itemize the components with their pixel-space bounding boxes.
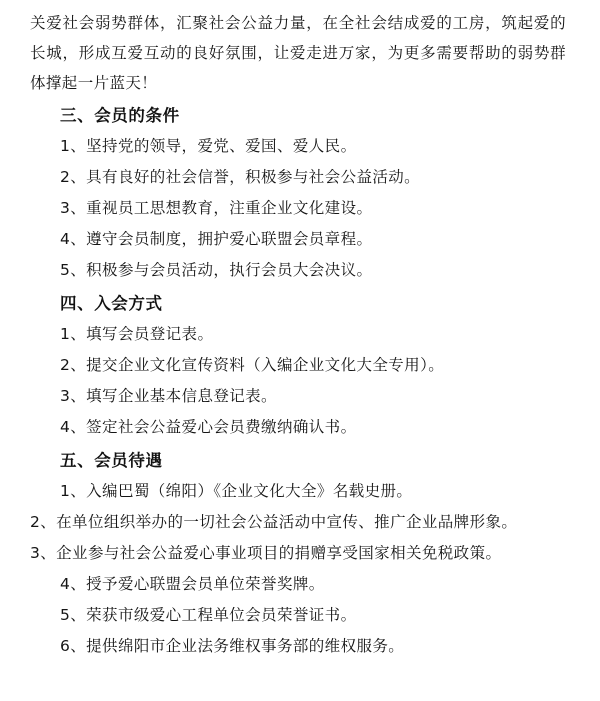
list-item-text: 2、在单位组织举办的一切社会公益活动中宣传、推广企业品牌形象。	[30, 513, 518, 531]
list-item: 4、遵守会员制度，拥护爱心联盟会员章程。	[60, 230, 373, 248]
list-item: 2、具有良好的社会信誉，积极参与社会公益活动。	[60, 168, 421, 186]
list-item	[30, 538, 566, 569]
section-member-benefits	[30, 445, 566, 662]
list-item: 3、重视员工思想教育，注重企业文化建设。	[60, 199, 373, 217]
list-item	[30, 507, 566, 538]
list-item: 1、填写会员登记表。	[60, 325, 214, 343]
section-heading: 五、会员待遇	[60, 451, 163, 470]
list-item: 2、提交企业文化宣传资料（入编企业文化大全专用）。	[60, 356, 445, 374]
list-item-text: 3、企业参与社会公益爱心事业项目的捐赠享受国家相关免税政策。	[30, 544, 502, 562]
list-item: 4、签定社会公益爱心会员费缴纳确认书。	[60, 418, 357, 436]
list-item: 1、入编巴蜀（绵阳）《企业文化大全》名载史册。	[60, 482, 413, 500]
list-item: 1、坚持党的领导，爱党、爱国、爱人民。	[60, 137, 357, 155]
section-heading: 四、入会方式	[60, 294, 163, 313]
opening-paragraph: 关爱社会弱势群体，汇聚社会公益力量，在全社会结成爱的工房，筑起爱的长城，形成互爱互动的良好氛围，让爱走进万家，为更多需要帮助的弱势群体撑起一片蓝天！	[30, 14, 566, 92]
list-item: 5、积极参与会员活动，执行会员大会决议。	[60, 261, 373, 279]
list-item: 4、授予爱心联盟会员单位荣誉奖牌。	[60, 575, 325, 593]
list-item: 6、提供绵阳市企业法务维权事务部的维权服务。	[60, 637, 405, 655]
list-item: 3、填写企业基本信息登记表。	[60, 387, 277, 405]
list-item: 5、荣获市级爱心工程单位会员荣誉证书。	[60, 606, 357, 624]
section-joining-method	[30, 288, 566, 443]
section-heading: 三、会员的条件	[60, 106, 180, 125]
section-membership-conditions	[30, 100, 566, 286]
